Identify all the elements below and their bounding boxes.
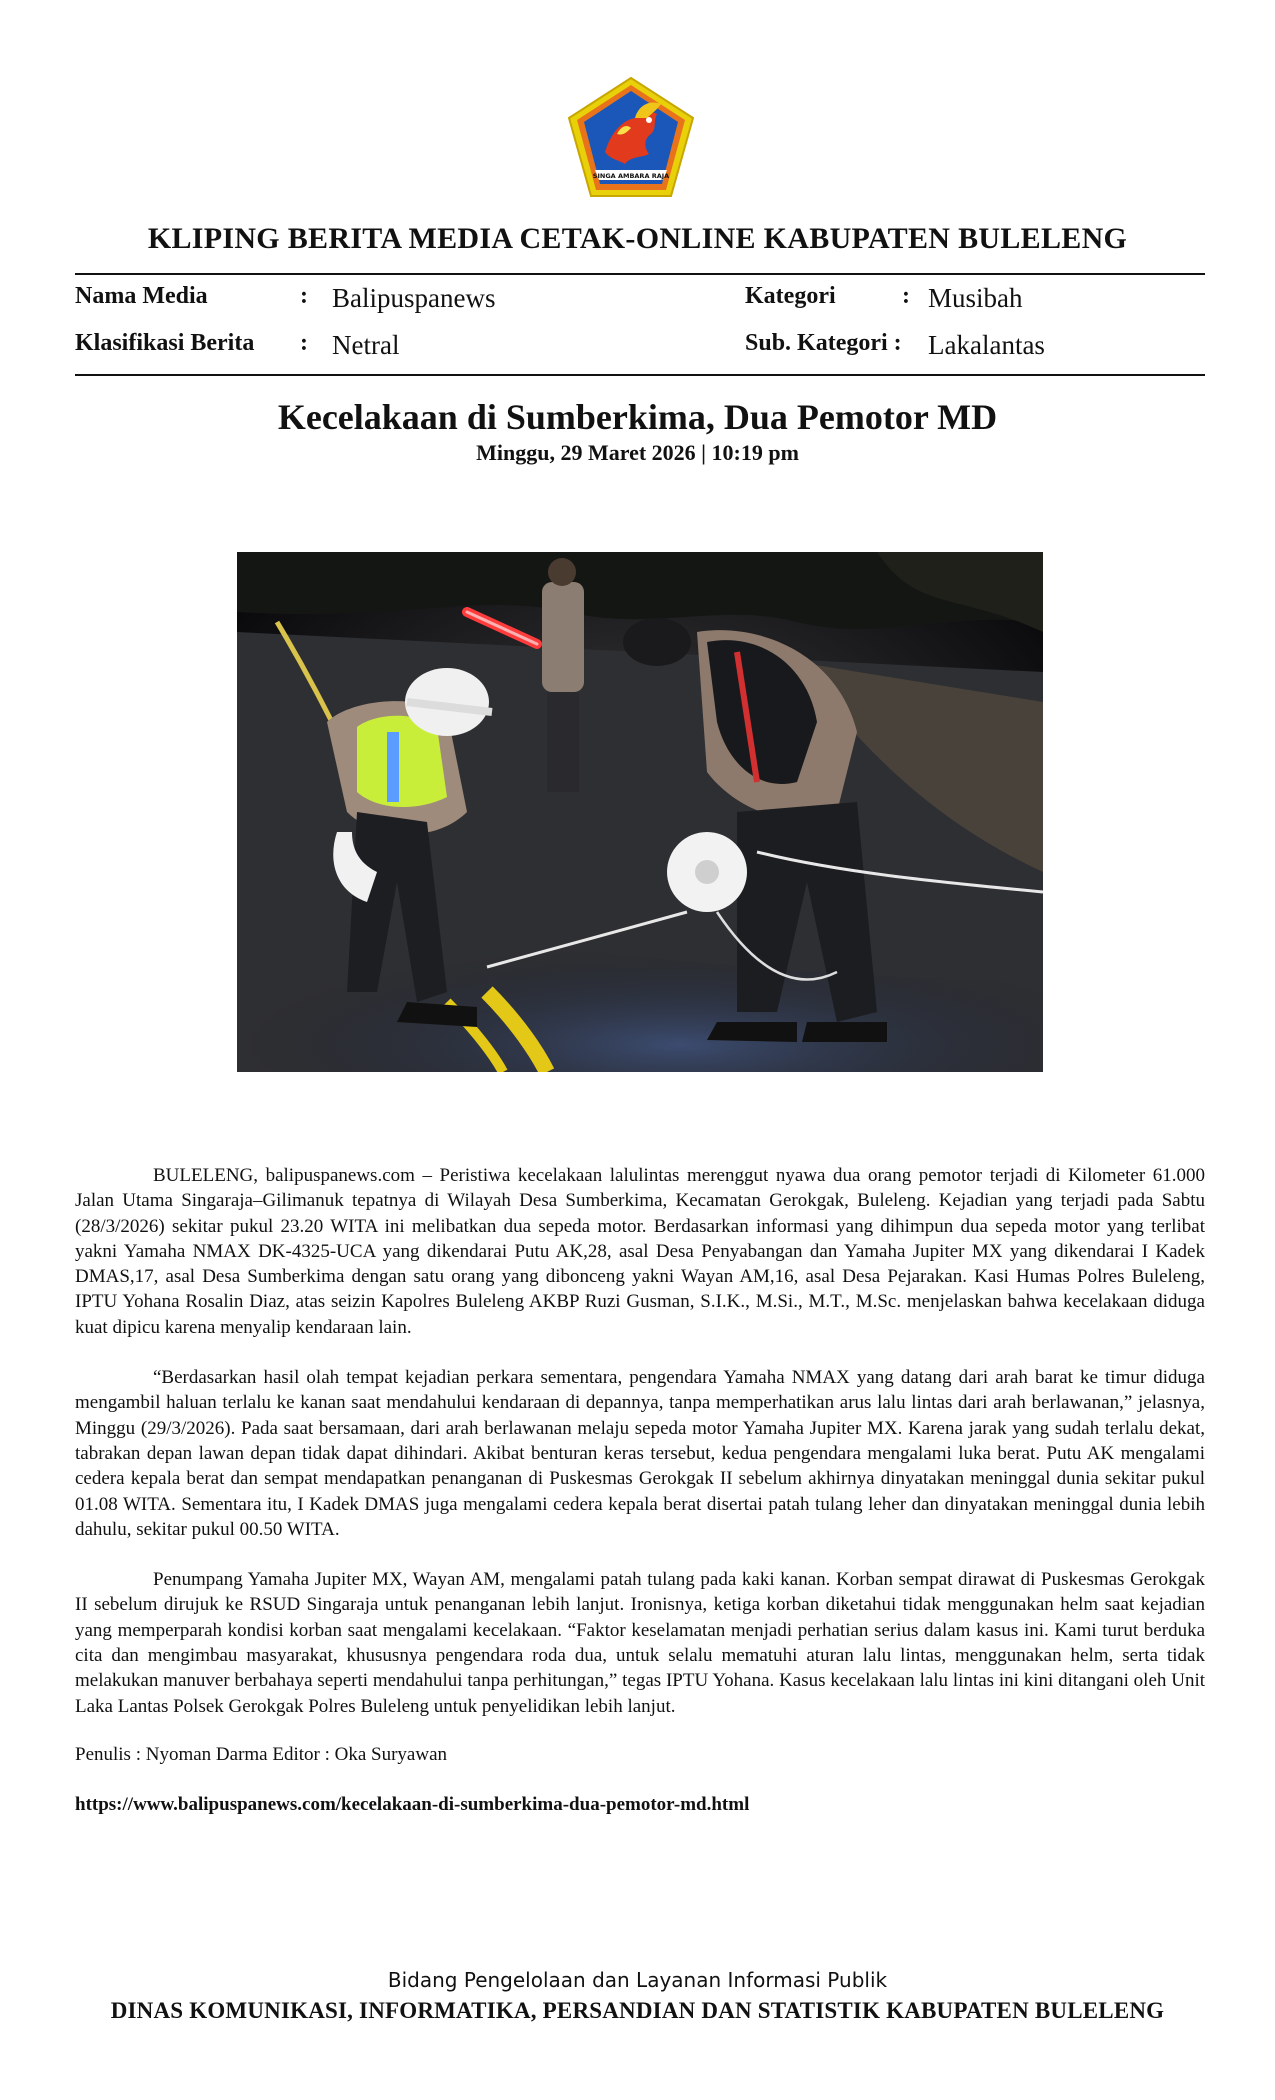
subkategori-label: Sub. Kategori : bbox=[745, 330, 902, 356]
buleleng-crest-icon bbox=[565, 74, 697, 200]
footer-subtitle: Bidang Pengelolaan dan Layanan Informasi Publik bbox=[387, 1968, 888, 1992]
article-date: Minggu, 29 Maret 2026 | 10:19 pm bbox=[476, 440, 799, 465]
media-colon: : bbox=[300, 283, 308, 309]
kategori-label: Kategori bbox=[745, 283, 836, 309]
header-rule-top bbox=[75, 273, 1205, 275]
source-link[interactable]: https://www.balipuspanews.com/kecelakaan-di-sumberkima-dua-pemotor-md.html bbox=[75, 1794, 750, 1815]
header-rule-bottom bbox=[75, 374, 1205, 376]
klasifikasi-colon: : bbox=[300, 330, 308, 356]
media-label: Nama Media bbox=[75, 283, 208, 309]
klasifikasi-value: Netral bbox=[332, 330, 400, 360]
police-accident-scene-photo-icon bbox=[237, 552, 1043, 1072]
article-paragraph: BULELENG, balipuspanews.com – Peristiwa kecelakaan lalulintas merenggut nyawa dua orang pemotor terjadi di Kilometer 61.000 Jalan Utama Singaraja–Gilimanuk tepatnya di Wilayah Desa Sumberkima, Kecamatan Gerokgak, Buleleng. Kejadian yang terjadi pada Sabtu (28/3/2026) sekitar pukul 23.20 WITA ini melibatkan dua sepeda motor. Berdasarkan informasi yang dihimpun dua sepeda motor yang terlibat yakni Yamaha NMAX DK-4325-UCA yang dikendarai Putu AK,28, asal Desa Penyabangan dan Yamaha Jupiter MX yang dikendarai I Kadek DMAS,17, asal Desa Sumberkima dengan satu orang yang dibonceng yakni Wayan AM,16, asal Desa Pejarakan. Kasi Humas Polres Buleleng, IPTU Yohana Rosalin Diaz, atas seizin Kapolres Buleleng AKBP Ruzi Gusman, S.I.K., M.Si., M.T., M.Sc. menjelaskan bahwa kecelakaan diduga kuat dipicu karena menyalip kendaraan lain. bbox=[75, 1165, 1205, 1338]
kategori-value: Musibah bbox=[928, 283, 1023, 313]
article-title: Kecelakaan di Sumberkima, Dua Pemotor MD bbox=[277, 397, 998, 437]
media-value: Balipuspanews bbox=[332, 283, 496, 313]
crest-motto: SINGA AMBARA RAJA bbox=[592, 172, 670, 180]
article-photo bbox=[237, 552, 1043, 1072]
document-title: KLIPING BERITA MEDIA CETAK-ONLINE KABUPATEN BULELENG bbox=[147, 222, 1128, 255]
article-paragraph: Penumpang Yamaha Jupiter MX, Wayan AM, mengalami patah tulang pada kaki kanan. Korban sempat dirawat di Puskesmas Gerokgak II sebelum dirujuk ke RSUD Singaraja untuk penanganan lebih lanjut. Ironisnya, ketiga korban diketahui tidak menggunakan helm saat kejadian yang memperparah kondisi korban saat mengalami kecelakaan. “Faktor keselamatan menjadi perhatian serius dalam kasus ini. Kami turut berduka cita dan mengimbau masyarakat, khususnya pengendara roda dua, untuk selalu mematuhi aturan lalu lintas, menggunakan helm, serta tidak melakukan manuver berbahaya seperti mendahului tanpa perhitungan,” tegas IPTU Yohana. Kasus kecelakaan lalu lintas ini kini ditangani oleh Unit Laka Lantas Polsek Gerokgak Polres Buleleng untuk penyelidikan lebih lanjut. bbox=[75, 1569, 1205, 1717]
klasifikasi-label: Klasifikasi Berita bbox=[75, 330, 255, 356]
article-body bbox=[75, 1163, 1205, 1744]
kategori-colon: : bbox=[902, 283, 910, 309]
footer-agency: DINAS KOMUNIKASI, INFORMATIKA, PERSANDIAN DAN STATISTIK KABUPATEN BULELENG bbox=[110, 1998, 1165, 2023]
subkategori-value: Lakalantas bbox=[928, 330, 1045, 360]
byline: Penulis : Nyoman Darma Editor : Oka Suryawan bbox=[75, 1744, 448, 1765]
article-paragraph: “Berdasarkan hasil olah tempat kejadian perkara sementara, pengendara Yamaha NMAX yang datang dari arah barat ke timur diduga mengambil haluan terlalu ke kanan saat mendahului kendaraan di depannya, tanpa memperhatikan arus lalu lintas dari arah berlawanan,” jelasnya, Minggu (29/3/2026). Pada saat bersamaan, dari arah berlawanan melaju sepeda motor Yamaha Jupiter MX. Karena jarak yang sudah terlalu dekat, tabrakan depan lawan depan tidak dapat dihindari. Akibat benturan keras tersebut, kedua pengendara mengalami luka berat. Putu AK mengalami cedera kepala berat dan sempat mendapatkan penanganan di Puskesmas Gerokgak II sebelum akhirnya dinyatakan meninggal dunia sekitar pukul 01.08 WITA. Sementara itu, I Kadek DMAS juga mengalami cedera kepala berat disertai patah tulang leher dan dinyatakan meninggal dunia lebih dahulu, sekitar pukul 00.50 WITA. bbox=[75, 1367, 1205, 1540]
